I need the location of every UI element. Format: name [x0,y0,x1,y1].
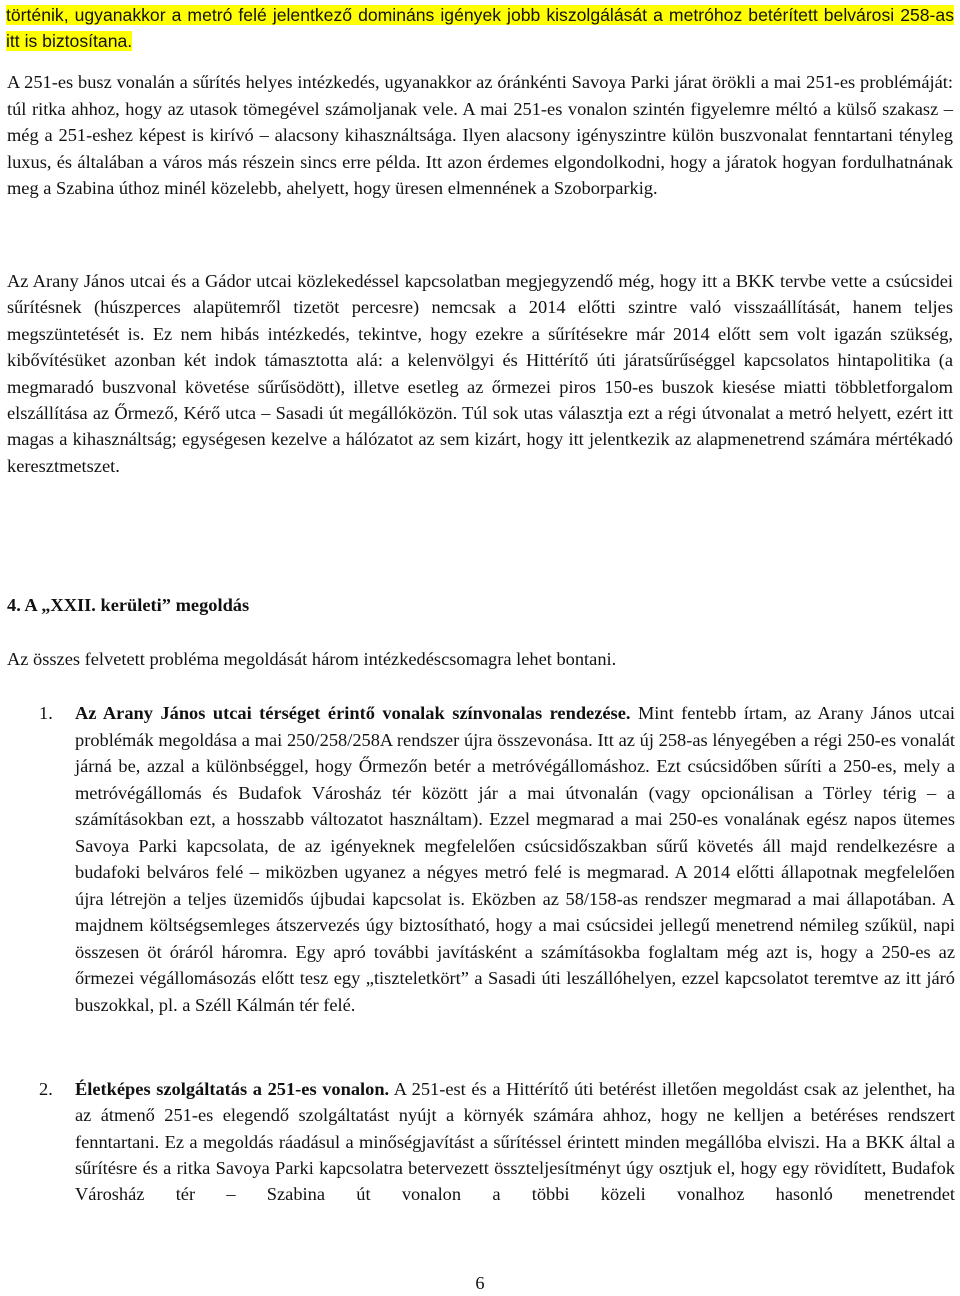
list-item-2 [75,1076,955,1207]
highlighted-paragraph [6,2,954,54]
highlighted-text: történik, ugyanakkor a metró felé jelentkező domináns igények jobb kiszolgálását a metróhoz betérített belvárosi 258-as itt is biztosítana. [6,5,954,51]
list-number-2: 2. [39,1079,53,1099]
list-item-1 [75,700,955,1018]
page-number: 6 [475,1273,485,1293]
list-item-1-title: Az Arany János utcai térséget érintő vonalak színvonalas rendezése. [75,703,631,723]
paragraph-251-bus: A 251-es busz vonalán a sűrítés helyes intézkedés, ugyanakkor az óránkénti Savoya Parki járat örökli a mai 251-es problémáját: túl ritka ahhoz, hogy az utasok tömegével számoljanak vele. A mai 251-es vonalon szintén figyelemre méltó a külső szakasz – még a 251-eshez képest is kirívó – alacsony kihasználtsága. Ilyen alacsony igényszintre külön buszvonalat fenntartani tényleg luxus, és általában a város más részein sincs erre példa. Itt azon érdemes elgondolkodni, hogy a járatok hogyan fordulhatnának meg a Szabina úthoz minél közelebb, ahelyett, hogy üresen elmennének a Szoborparkig. [7,72,953,198]
section-intro: Az összes felvetett probléma megoldását három intézkedéscsomagra lehet bontani. [7,649,617,669]
section-heading: 4. A „XXII. kerületi” megoldás [7,595,250,615]
list-item-2-body: A 251-est és a Hittérítő úti betérést illetően megoldást csak az jelenthet, ha az átmenő 251-es elegendő szolgáltatást nyújt a környék számára ahhoz, hogy ne kelljen a betéréses rendszert fenntartani. Ez a megoldás ráadásul a minőségjavítást a sűrítéssel érintett minden megállóba elviszi. Ha a BKK által a sűrítésre és a ritka Savoya Parki kapcsolatra betervezett összteljesítményt úgy osztjuk el, hogy egy rövidített, Budafok Városház tér – Szabina út vonalon a többi közeli vonalhoz hasonló menetrendet [75,1079,955,1205]
list-item-1-body: Mint fentebb írtam, az Arany János utcai problémák megoldása a mai 250/258/258A rendszer újra összevonása. Itt az új 258-as lényegében a régi 250-es vonalát járná be, azzal a különbséggel, hogy Őrmezőn betér a metróvégállomáshoz. Ezt csúcsidőben sűríti a 250-es, mely a metróvégállomás és Budafok Városház tér között jár a mai útvonalán (vagy opcionálisan a Törley térig – a számításokban ezt, a hosszabb változatot használtam). Ezzel megmarad a mai 250-es vonalának egész napos ütemes Savoya Parki kapcsolata, de az igényeknek megfelelően csúcsidőszakban sűrű követés áll majd rendelkezésre a budafoki belváros felé – miközben ugyanez a négyes metró felé is megmarad. A 2014 előtti állapotnak megfelelően újra létrejön a teljes üzemidős újbudai kapcsolat is. Eközben az 58/158-as rendszer megmarad a mai állapotában. A majdnem költségsemleges átszervezés úgy biztosítható, hogy a mai csúcsidei jellegű menetrend némileg szűkül, napi összesen öt óráról háromra. Egy apró további javításként a számításokba foglaltam még azt is, hogy a 250-es az őrmezei végállomásozás előtt tesz egy „tiszteletkört” a Sasadi úti leszállóhelyen, ezzel kapcsolatot teremtve az itt járó buszokkal, pl. a Széll Kálmán tér felé. [75,703,955,1015]
list-item-2-title: Életképes szolgáltatás a 251-es vonalon. [75,1079,390,1099]
list-number-1: 1. [39,703,53,723]
paragraph-arany-janos-gador: Az Arany János utcai és a Gádor utcai közlekedéssel kapcsolatban megjegyzendő még, hogy itt a BKK tervbe vette a csúcsidei sűrítésnek (húszperces alapütemről tizetöt percesre) nemcsak a 2014 előtti szintre való visszaállítását, hanem teljes megszüntetését is. Ez nem hibás intézkedés, tekintve, hogy ezekre a sűrítésekre már 2014 előtt sem volt igazán szükség, kibővítésüket azonban két indok támasztotta alá: a kelenvölgyi és Hittérítő úti járatsűrűséggel kapcsolatos hintapolitika (a megmaradó buszvonal követése sűrűsödött), illetve esetleg az őrmezei piros 150-es buszok kiesése miatti többletforgalom elszállítása az Őrmező, Kérő utca – Sasadi út megállóközön. Túl sok utas választja ezt a régi útvonalat a metró helyett, ezért itt magas a kihasználtság; egységesen kezelve a hálózatot az sem kizárt, hogy itt jelentkezik az alapmenetrend számára mértékadó keresztmetszet. [7,271,953,476]
